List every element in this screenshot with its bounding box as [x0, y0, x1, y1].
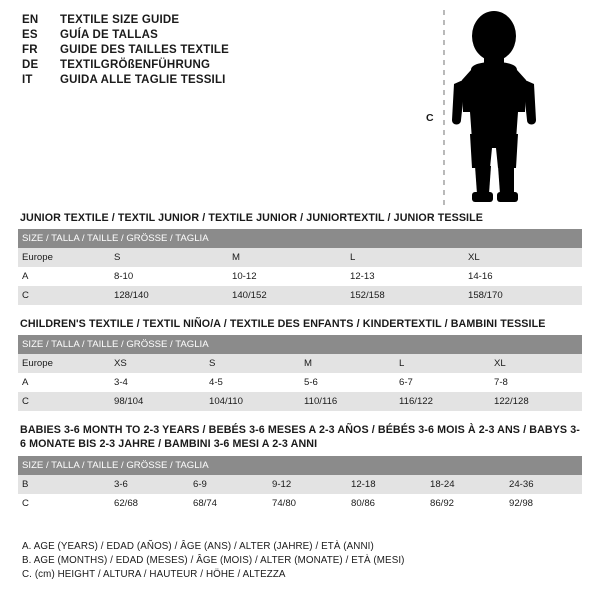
- cell: 12-13: [346, 267, 464, 286]
- language-code: DE: [22, 59, 39, 71]
- table-row: [18, 286, 582, 305]
- cell: 116/122: [395, 392, 490, 411]
- cell: M: [300, 354, 395, 373]
- language-row: [22, 74, 442, 86]
- cell: 140/152: [228, 286, 346, 305]
- cell: XL: [464, 248, 582, 267]
- cell: 86/92: [426, 494, 505, 513]
- table-row: [18, 494, 582, 513]
- language-code: EN: [22, 14, 39, 26]
- language-code: IT: [22, 74, 33, 86]
- language-row: [22, 44, 442, 56]
- cell: 110/116: [300, 392, 395, 411]
- language-row: [22, 14, 442, 26]
- language-code: ES: [22, 29, 38, 41]
- row-label: A: [18, 267, 110, 286]
- childrens-size-table: [18, 335, 582, 411]
- table-header-row: [18, 229, 582, 248]
- language-header-block: [22, 14, 442, 89]
- cell: 98/104: [110, 392, 205, 411]
- cell: 122/128: [490, 392, 582, 411]
- language-title: TEXTILGRÖßENFÜHRUNG: [60, 59, 211, 71]
- language-code: FR: [22, 44, 38, 56]
- row-label: C: [18, 392, 110, 411]
- cell: M: [228, 248, 346, 267]
- cell: 104/110: [205, 392, 300, 411]
- babies-size-table: [18, 456, 582, 513]
- cell: 3-4: [110, 373, 205, 392]
- cell: 6-9: [189, 475, 268, 494]
- section-title: BABIES 3-6 MONTH TO 2-3 YEARS / BEBÉS 3-6 MESES A 2-3 AÑOS / BÉBÉS 3-6 MOIS À 2-3 ANS / BABYS 3-6 MONATE BIS 2-3 JAHRE / BAMBINI 3-6 MESI A 2-3 ANNI: [20, 424, 580, 450]
- cell: 9-12: [268, 475, 347, 494]
- cell: XS: [110, 354, 205, 373]
- child-silhouette-icon: [426, 8, 586, 208]
- section-title: CHILDREN'S TEXTILE / TEXTIL NIÑO/A / TEXTILE DES ENFANTS / KINDERTEXTIL / BAMBINI TESSILE: [20, 318, 546, 330]
- cell: 158/170: [464, 286, 582, 305]
- section-babies-textile: [18, 424, 582, 513]
- table-header-label: SIZE / TALLA / TAILLE / GRÖSSE / TAGLIA: [18, 229, 582, 248]
- row-label: C: [18, 286, 110, 305]
- cell: 152/158: [346, 286, 464, 305]
- table-row: [18, 354, 582, 373]
- cell: 6-7: [395, 373, 490, 392]
- cell: 7-8: [490, 373, 582, 392]
- table-row: [18, 475, 582, 494]
- language-row: [22, 59, 442, 71]
- cell: 18-24: [426, 475, 505, 494]
- cell: 14-16: [464, 267, 582, 286]
- cell: 68/74: [189, 494, 268, 513]
- row-label: Europe: [18, 354, 110, 373]
- table-row: [18, 373, 582, 392]
- section-childrens-textile: [18, 318, 582, 411]
- language-title: TEXTILE SIZE GUIDE: [60, 14, 180, 26]
- section-junior-textile: [18, 212, 582, 305]
- cell: S: [110, 248, 228, 267]
- cell: 12-18: [347, 475, 426, 494]
- cell: L: [346, 248, 464, 267]
- legend-line-b: B. AGE (MONTHS) / EDAD (MESES) / ÂGE (MOIS) / ALTER (MONATE) / ETÀ (MESI): [22, 555, 405, 566]
- cell: 92/98: [505, 494, 582, 513]
- legend-line-c: C. (cm) HEIGHT / ALTURA / HAUTEUR / HÖHE / ALTEZZA: [22, 569, 286, 580]
- table-header-row: [18, 335, 582, 354]
- cell: 5-6: [300, 373, 395, 392]
- cell: XL: [490, 354, 582, 373]
- legend-block: [22, 540, 582, 582]
- table-header-label: SIZE / TALLA / TAILLE / GRÖSSE / TAGLIA: [18, 456, 582, 475]
- cell: 80/86: [347, 494, 426, 513]
- table-header-label: SIZE / TALLA / TAILLE / GRÖSSE / TAGLIA: [18, 335, 582, 354]
- height-measure-label: C: [426, 112, 434, 124]
- legend-line-a: A. AGE (YEARS) / EDAD (AÑOS) / ÂGE (ANS) / ALTER (JAHRE) / ETÀ (ANNI): [22, 541, 374, 552]
- junior-size-table: [18, 229, 582, 305]
- table-row: [18, 267, 582, 286]
- language-row: [22, 29, 442, 41]
- cell: L: [395, 354, 490, 373]
- cell: 74/80: [268, 494, 347, 513]
- cell: S: [205, 354, 300, 373]
- cell: 62/68: [110, 494, 189, 513]
- cell: 4-5: [205, 373, 300, 392]
- language-title: GUIDA ALLE TAGLIE TESSILI: [60, 74, 226, 86]
- section-title: JUNIOR TEXTILE / TEXTIL JUNIOR / TEXTILE JUNIOR / JUNIORTEXTIL / JUNIOR TESSILE: [20, 212, 483, 224]
- language-title: GUIDE DES TAILLES TEXTILE: [60, 44, 229, 56]
- row-label: C: [18, 494, 110, 513]
- language-title: GUÍA DE TALLAS: [60, 29, 158, 41]
- row-label: B: [18, 475, 110, 494]
- row-label: Europe: [18, 248, 110, 267]
- table-header-row: [18, 456, 582, 475]
- row-label: A: [18, 373, 110, 392]
- cell: 24-36: [505, 475, 582, 494]
- cell: 128/140: [110, 286, 228, 305]
- cell: 8-10: [110, 267, 228, 286]
- cell: 3-6: [110, 475, 189, 494]
- table-row: [18, 248, 582, 267]
- size-tables: [18, 212, 582, 526]
- table-row: [18, 392, 582, 411]
- cell: 10-12: [228, 267, 346, 286]
- child-silhouette-figure: [426, 8, 586, 208]
